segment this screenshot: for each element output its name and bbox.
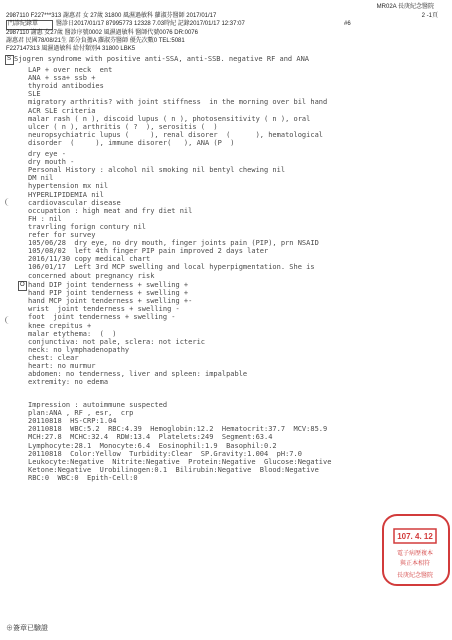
history-line: dry mouth - <box>28 158 75 167</box>
subjective-line: migratory arthritis? with joint stiffness in the morning over bil hand <box>28 98 328 107</box>
history-line: FH : nil <box>28 214 62 223</box>
history-line: cardiovascular disease <box>28 198 121 207</box>
history-line: travrling forign contury nil <box>28 222 147 231</box>
subjective-line: ANA + ssa+ ssb + <box>28 74 96 83</box>
subjective-line: ACR SLE criteria <box>28 106 96 115</box>
assessment-line: MCH:27.8 MCHC:32.4 RDW:13.4 Platelets:249 Segment:63.4 <box>28 433 273 442</box>
assessment-line: 20110818 Color:Yellow Turbidity:Clear SP.Gravity:1.004 pH:7.0 <box>28 449 302 458</box>
header-row-3: 2987110 謝惠 女27歲 醫診序號0002 風濕過敏科 醫師代號0076 DR:0076 <box>6 30 198 36</box>
assessment-line: 20110818 WBC:5.2 RBC:4.39 Hemoglobin:12.2 Hematocrit:37.7 MCV:85.9 <box>28 425 328 434</box>
header-row-2-right: #6 <box>344 21 351 27</box>
objective-line: heart: no murmur <box>28 362 96 370</box>
history-line: concerned about pregnancy risk <box>28 271 155 280</box>
stamp-line-1: 電子病歷複本 <box>396 550 434 557</box>
objective-marker: O <box>20 282 25 288</box>
objective-line: abdomen: no tenderness, liver and spleen: impalpable <box>28 370 248 379</box>
history-line: occupation : high meat and fry diet nil <box>28 206 193 215</box>
stamp-line-3: 長庚紀念醫院 <box>396 572 434 579</box>
history-line: Personal History : alcohol nil smoking nil bentyl chewing nil <box>28 166 286 175</box>
objective-line: extremity: no edema <box>28 378 109 387</box>
assessment-line: Leukocyte:Negative Nitrite:Negative Protein:Negative Glucose:Negative <box>28 457 332 466</box>
assessment-line: plan:ANA , RF , esr, crp <box>28 409 134 418</box>
assessment-line: Ketone:Negative Urobilinogen:0.1 Bilirubin:Negative Blood:Negative <box>28 465 319 474</box>
subjective-line: disorder ( ), immune disorer( ), ANA (P ) <box>28 138 235 147</box>
subjective-line: ulcer ( n ), arthritis ( ? ), serositis ( ) <box>28 122 218 131</box>
form-code: MR02A 長庚紀念醫院 <box>376 4 434 10</box>
objective-line: malar etythema: ( ) <box>28 329 117 338</box>
objective-line: chest: clear <box>28 353 79 362</box>
margin-mark <box>5 316 10 324</box>
history-line: dry eye - <box>28 150 66 158</box>
subjective-line: thyroid antibodies <box>28 82 104 91</box>
history-line: 105/08/02 left 4th finger PIP pain improved 2 days later <box>28 247 269 256</box>
history-line: HYPERLIPIDEMIA nil <box>28 190 104 199</box>
assessment-line: Lymphocyte:28.1 Monocyte:6.4 Eosinophil:1.9 Basophil:0.2 <box>28 441 277 450</box>
header-row-1: 2987110 F227***313 謝惠君 女 27歲 31800 風濕過敏科 蘿淑芬醫師 2017/01/17 <box>6 13 217 19</box>
header-row-4: 謝惠君 民國78/08/21生 部分負擔A 蘿淑芬醫師 優先次數0 TEL:5081 <box>6 38 185 44</box>
objective-line: knee crepitus + <box>28 321 92 330</box>
header-row-2: 醫診日2017/01/17 87995773 12328 7.03時紀 記錄2017/01/17 12:37:07 <box>56 21 245 27</box>
objective-line: hand PIP joint tenderness + swelling + <box>28 289 189 298</box>
objective-line: foot joint tenderness + swelling - <box>28 313 176 322</box>
history-line: DM nil <box>28 174 54 183</box>
objective-line: neck: no lymphadenopathy <box>28 345 130 354</box>
objective-line: hand DIP joint tenderness + swelling + <box>28 281 189 289</box>
record-label: 門診紀錄單 <box>8 21 39 27</box>
history-line: 105/06/28 dry eye, no dry mouth, finger joints pain (PIP), prn NSAID <box>28 239 319 248</box>
subjective-marker: S <box>7 56 12 62</box>
history-line: 106/01/17 Left 3rd MCP swelling and local hyperpigmentation. She is <box>28 263 315 272</box>
page-number: 2 -1頁 <box>421 13 438 19</box>
history-line: hypertension mx nil <box>28 182 109 191</box>
signature-verified: ⊕簽章已驗證 <box>6 625 48 632</box>
margin-mark <box>5 198 10 206</box>
subjective-line: malar rash ( n ), discoid lupus ( n ), photosensitivity ( n ), oral <box>28 114 311 123</box>
subjective-line: SLE <box>28 90 41 99</box>
assessment-line: 20110818 HS-CRP:1.04 <box>28 417 117 426</box>
history-line: refer for survey <box>28 231 96 239</box>
objective-line: conjunctiva: not pale, sclera: not icteric <box>28 337 206 346</box>
objective-line: hand MCP joint tenderness + swelling +- <box>28 297 193 306</box>
diagnosis-line: Sjogren syndrome with positive anti-SSA, anti-SSB. negative RF and ANA <box>14 55 310 63</box>
objective-line: wrist joint tenderness + swelling - <box>28 305 180 314</box>
assessment-line: RBC:0 WBC:0 Epith-Cell:0 <box>28 473 138 482</box>
stamp-date: 107. 4. 12 <box>397 532 433 541</box>
history-line: 2016/11/30 copy medical chart <box>28 255 151 264</box>
stamp-line-2: 與正本相符 <box>399 560 431 567</box>
subjective-line: neuropsychiatric lupus ( ), renal disorer ( ), hematological <box>28 130 324 139</box>
assessment-line: Impression : autoimmune suspected <box>28 401 168 409</box>
subjective-line: LAP + over neck ent <box>28 66 113 74</box>
header-row-5: F227147313 風濕過敏科 給付類別4 31800 LBK5 <box>6 46 136 52</box>
hospital-seal-stamp <box>380 505 452 589</box>
